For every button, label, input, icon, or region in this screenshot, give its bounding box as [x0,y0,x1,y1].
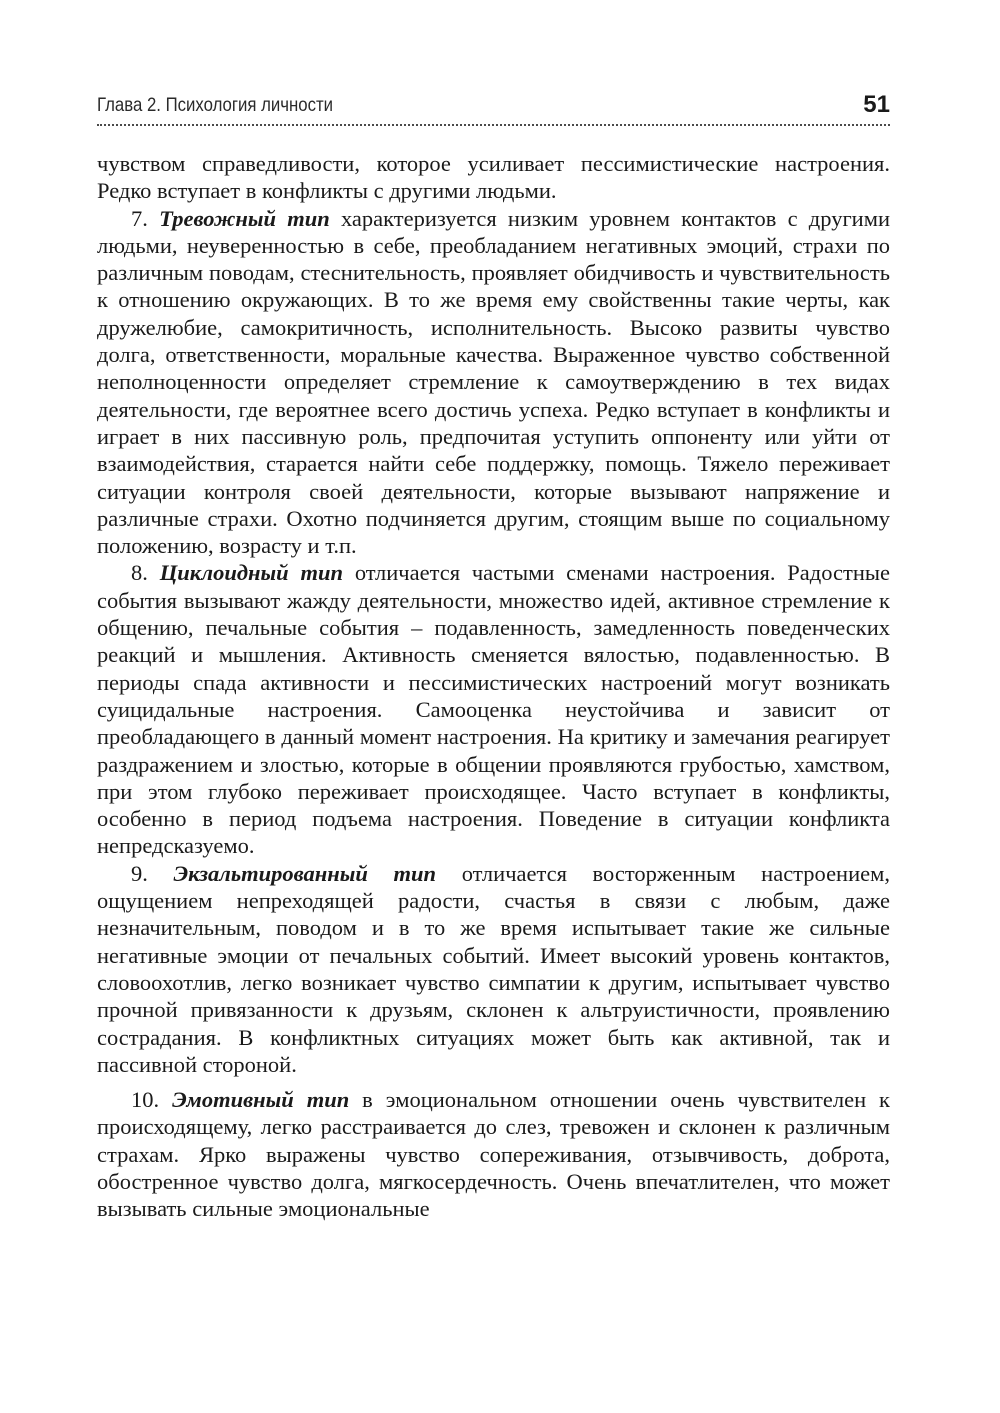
item-number: 10. [131,1087,173,1113]
chapter-title: Глава 2. Психология личности [97,94,334,116]
paragraph-emotive-type [97,1086,890,1222]
item-number: 7. [131,205,160,231]
paragraph-anxious-type [97,205,890,560]
item-number: 8. [131,560,160,586]
paragraph-text: отличается частыми сменами настроения. Радостные события вызывают жажду деятельности, множество идей, активное стремление к общению, печальные события – подавленность, замедленность поведенческих реакций и мышления. Активность сменяется вялостью, подавленностью. В периоды спада активности и пессимистических настроений могут возникать суицидальные настроения. Самооценка неустойчива и зависит от преобладающего в данный момент настроения. На критику и замечания реагирует раздражением и злостью, которые в общении проявляются грубостью, хамством, при этом глубоко переживает происходящее. Часто вступает в конфликты, особенно в период подъема настроения. Поведение в ситуации конфликта непредсказуемо. [97,560,890,859]
running-header [97,92,890,126]
type-term: Экзальтированный тип [173,860,437,886]
page-number: 51 [863,91,890,118]
paragraph-text: чувством справедливости, которое усиливает пессимистические настроения. Редко вступает в конфликты с другими людьми. [97,151,890,204]
paragraph-continuation [97,150,890,205]
body-text [97,150,890,1223]
item-number: 9. [131,860,174,886]
type-term: Циклоидный тип [159,560,343,586]
paragraph-exalted-type [97,860,890,1078]
type-term: Эмотивный тип [172,1087,350,1113]
paragraph-text: в эмоциональном отношении очень чувствителен к происходящему, легко расстраивается до слез, тревожен и склонен к различным страхам. Ярко выражены чувство сопереживания, отзывчивость, доброта, обостренное чувство долга, мягкосердечность. Очень впечатлителен, что может вызывать сильные эмоциональные [97,1087,890,1222]
paragraph-cycloid-type [97,559,890,859]
paragraph-text: отличается восторженным настроением, ощущением непреходящей радости, счастья в связи с любым, даже незначительным, поводом и в то же время испытывает такие же сильные негативные эмоции от печальных событий. Имеет высокий уровень контактов, словоохотлив, легко возникает чувство симпатии к другим, испытывает чувство прочной привязанности к друзьям, склонен к альтруистичности, проявлению сострадания. В конфликтных ситуациях может быть как активной, так и пассивной стороной. [97,860,890,1077]
type-term: Тревожный тип [159,205,330,231]
paragraph-text: характеризуется низким уровнем контактов с другими людьми, неуверенностью в себе, преобладанием негативных эмоций, страхи по различным поводам, стеснительность, проявляет обидчивость и чувствительность к отношению окружающих. В то же время ему свойственны такие черты, как дружелюбие, самокритичность, исполнительность. Высоко развиты чувство долга, ответственности, моральные качества. Выраженное чувство собственной неполноценности определяет стремление к самоутверждению в тех видах деятельности, где вероятнее всего достичь успеха. Редко вступает в конфликты и играет в них пассивную роль, предпочитая уступить оппоненту или уйти от взаимодействия, старается найти себе поддержку, помощь. Тяжело переживает ситуации контроля своей деятельности, которые вызывают напряжение и различные страхи. Охотно подчиняется другим, стоящим выше по социальному положению, возрасту и т.п. [97,205,890,559]
